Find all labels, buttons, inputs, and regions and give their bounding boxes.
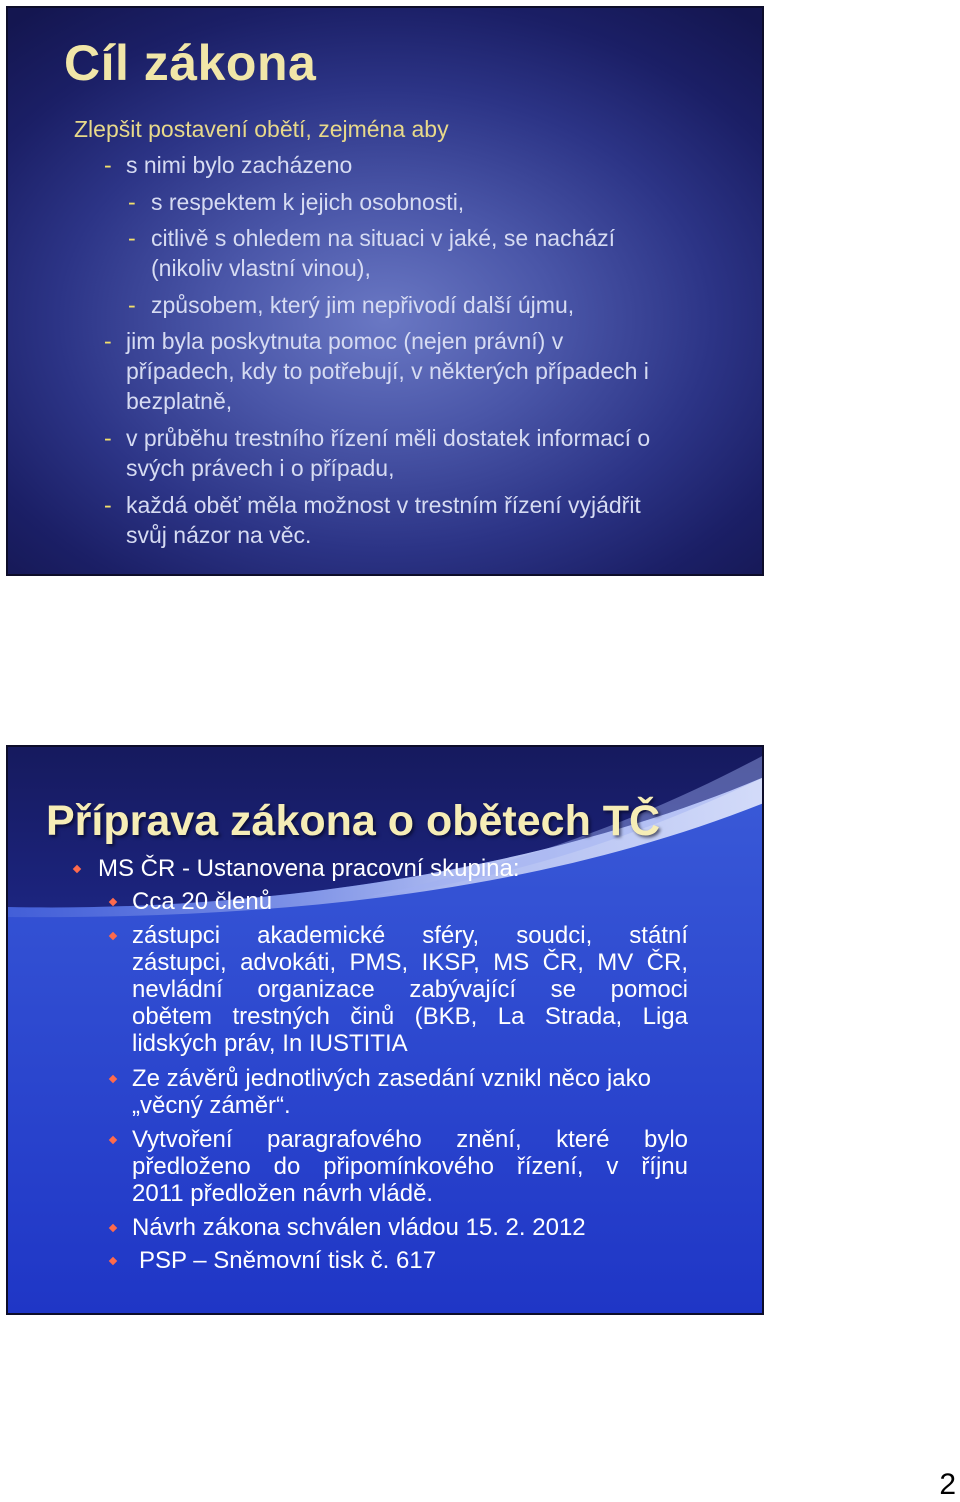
item-line: způsobem, který jim nepřivodí další újmu, — [151, 292, 575, 318]
page-number: 2 — [939, 1468, 956, 1501]
slide2-subbullet — [110, 1126, 688, 1207]
diamond-bullet-icon — [109, 1224, 117, 1232]
slide1-subitem — [128, 223, 615, 283]
bullet-line: zástupci akademické sféry, soudci, státní — [132, 922, 688, 949]
dash-bullet: - — [104, 492, 112, 518]
item-line: svůj názor na věc. — [126, 522, 312, 548]
bullet-line: zástupci, advokáti, PMS, IKSP, MS ČR, MV ČR, — [132, 949, 688, 976]
bullet-line: Ze závěrů jednotlivých zasedání vznikl něco jako — [132, 1065, 651, 1092]
item-line: s nimi bylo zacházeno — [126, 152, 353, 178]
item-line: každá oběť měla možnost v trestním řízení vyjádřit — [126, 492, 641, 518]
diamond-bullet-icon — [109, 1257, 117, 1265]
diamond-bullet-icon — [109, 932, 117, 940]
slide1-subitem — [128, 290, 574, 320]
item-line: citlivě s ohledem na situaci v jaké, se nachází — [151, 225, 616, 251]
dash-bullet: - — [128, 292, 136, 318]
slide1-item — [104, 326, 649, 416]
dash-bullet: - — [104, 328, 112, 354]
diamond-bullet-icon — [109, 1075, 117, 1083]
bullet-line: Vytvoření paragrafového znění, které bylo — [132, 1126, 688, 1153]
slide2-bullet — [74, 855, 694, 882]
diamond-bullet-icon — [73, 865, 81, 873]
item-line: (nikoliv vlastní vinou), — [151, 255, 371, 281]
bullet-line: PSP – Sněmovní tisk č. 617 — [139, 1247, 437, 1274]
slide1-item — [104, 150, 352, 180]
item-line: v průběhu trestního řízení měli dostatek informací o — [126, 425, 651, 451]
slide2-subbullet — [110, 888, 690, 915]
bullet-line: lidských práv, In IUSTITIA — [132, 1030, 408, 1057]
bullet-line: obětem trestných činů (BKB, La Strada, Liga — [132, 1003, 688, 1030]
dash-bullet: - — [104, 152, 112, 178]
slide1-item — [104, 490, 641, 550]
dash-bullet: - — [128, 189, 136, 215]
slide2-subbullet — [110, 1247, 700, 1274]
item-line: případech, kdy to potřebují, v některých případech i — [126, 358, 649, 384]
diamond-bullet-icon — [109, 898, 117, 906]
slide1-item — [104, 423, 650, 483]
bullet-line: předloženo do připomínkového řízení, v říjnu — [132, 1153, 688, 1180]
slide-priprava-zakona — [6, 745, 764, 1315]
item-line: svých právech i o případu, — [126, 455, 395, 481]
dash-bullet: - — [128, 225, 136, 251]
dash-bullet: - — [104, 425, 112, 451]
slide-cil-zakona — [6, 6, 764, 576]
slide2-title: Příprava zákona o obětech TČ — [46, 797, 661, 845]
bullet-line: MS ČR - Ustanovena pracovní skupina: — [98, 855, 520, 882]
slide1-subitem — [128, 187, 464, 217]
bullet-line: Návrh zákona schválen vládou 15. 2. 2012 — [132, 1214, 586, 1241]
slide2-subbullet — [110, 922, 688, 1057]
bullet-line: nevládní organizace zabývající se pomoci — [132, 976, 688, 1003]
slide2-subbullet — [110, 1214, 700, 1241]
bullet-line: „věcný záměr“. — [132, 1092, 291, 1119]
item-line: s respektem k jejich osobnosti, — [151, 189, 465, 215]
bullet-line: 2011 předložen návrh vládě. — [132, 1180, 434, 1207]
item-line: jim byla poskytnuta pomoc (nejen právní) v — [126, 328, 564, 354]
slide1-title: Cíl zákona — [64, 35, 317, 91]
slide1-lead: Zlepšit postavení obětí, zejména aby — [74, 116, 449, 142]
bullet-line: Cca 20 členů — [132, 888, 273, 915]
slide2-subbullet — [110, 1065, 700, 1119]
diamond-bullet-icon — [109, 1136, 117, 1144]
item-line: bezplatně, — [126, 388, 233, 414]
